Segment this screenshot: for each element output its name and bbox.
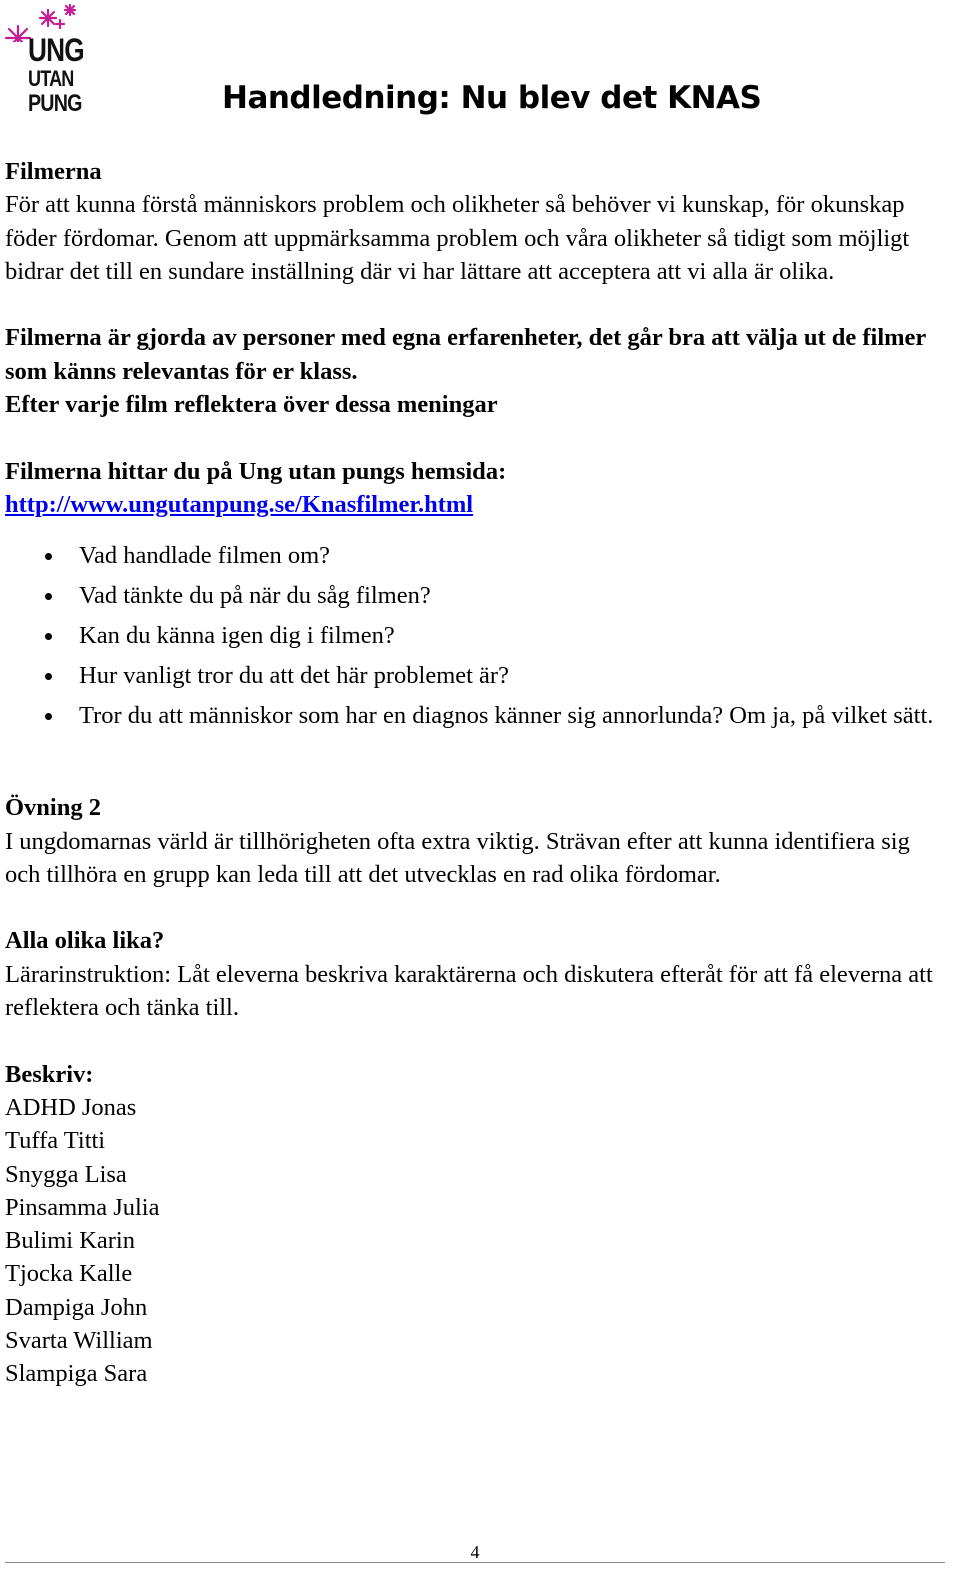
character-item: Snygga Lisa: [5, 1160, 127, 1188]
logo-text-ung: UNG: [28, 32, 84, 68]
list-item: Tror du att människor som har en diagnos känner sig annorlunda? Om ja, på vilket sätt.: [5, 697, 945, 735]
bullet-icon: [45, 713, 52, 720]
character-item: Dampiga John: [5, 1293, 148, 1321]
films-website-link[interactable]: http://www.ungutanpung.se/Knasfilmer.html: [5, 490, 474, 518]
footer-divider: [5, 1562, 945, 1563]
reflect-instruction: Efter varje film reflektera över dessa meningar: [5, 391, 498, 419]
character-item: Pinsamma Julia: [5, 1193, 160, 1221]
question-list: [5, 537, 945, 735]
logo-text-utan: UTAN: [28, 66, 74, 91]
character-item: Bulimi Karin: [5, 1227, 135, 1255]
teacher-instruction-paragraph: Lärarinstruktion: Låt eleverna beskriva karaktärerna och diskutera efteråt för att få eleverna att reflektera och tänka till.: [5, 960, 933, 1022]
section-heading-ovning: Övning 2: [5, 794, 101, 822]
bullet-icon: [45, 593, 52, 600]
character-item: Tuffa Titti: [5, 1127, 106, 1155]
character-item: Svarta William: [5, 1327, 153, 1355]
bullet-icon: [45, 673, 52, 680]
character-item: Slampiga Sara: [5, 1360, 148, 1388]
bullet-icon: [45, 553, 52, 560]
intro-paragraph: För att kunna förstå människors problem och olikheter så behöver vi kunskap, för okunskap föder fördomar. Genom att uppmärksamma problem och våra olikheter så tidigt som möjligt bidrar det till en sundare inställning där vi har lättare att acceptera att vi alla är olika.: [5, 191, 910, 285]
films-description-paragraph: Filmerna är gjorda av personer med egna erfarenheter, det går bra att välja ut de filmer som känns relevantas för er klass.: [5, 324, 926, 385]
logo: [4, 2, 86, 117]
section-heading-alla-olika: Alla olika lika?: [5, 927, 165, 955]
bullet-icon: [45, 633, 52, 640]
list-item: Hur vanligt tror du att det här problemet är?: [5, 657, 945, 695]
list-item: Vad tänkte du på när du såg filmen?: [5, 577, 945, 615]
list-item: Vad handlade filmen om?: [5, 537, 945, 575]
page-title: Handledning: Nu blev det KNAS: [222, 80, 762, 116]
page-number: 4: [470, 1542, 480, 1562]
list-item: Kan du känna igen dig i filmen?: [5, 617, 945, 655]
logo-text-pung: PUNG: [28, 90, 82, 117]
ovning-paragraph: I ungdomarnas värld är tillhörigheten ofta extra viktig. Strävan efter att kunna identifiera sig och tillhöra en grupp kan leda till att det utvecklas en rad olika fördomar.: [5, 827, 910, 888]
section-heading-filmerna: Filmerna: [5, 158, 102, 185]
films-location-text: Filmerna hittar du på Ung utan pungs hemsida:: [5, 457, 507, 485]
character-item: Tjocka Kalle: [5, 1260, 133, 1288]
section-heading-beskriv: Beskriv:: [5, 1060, 94, 1088]
document-body: [5, 155, 945, 1391]
character-item: ADHD Jonas: [5, 1093, 137, 1121]
